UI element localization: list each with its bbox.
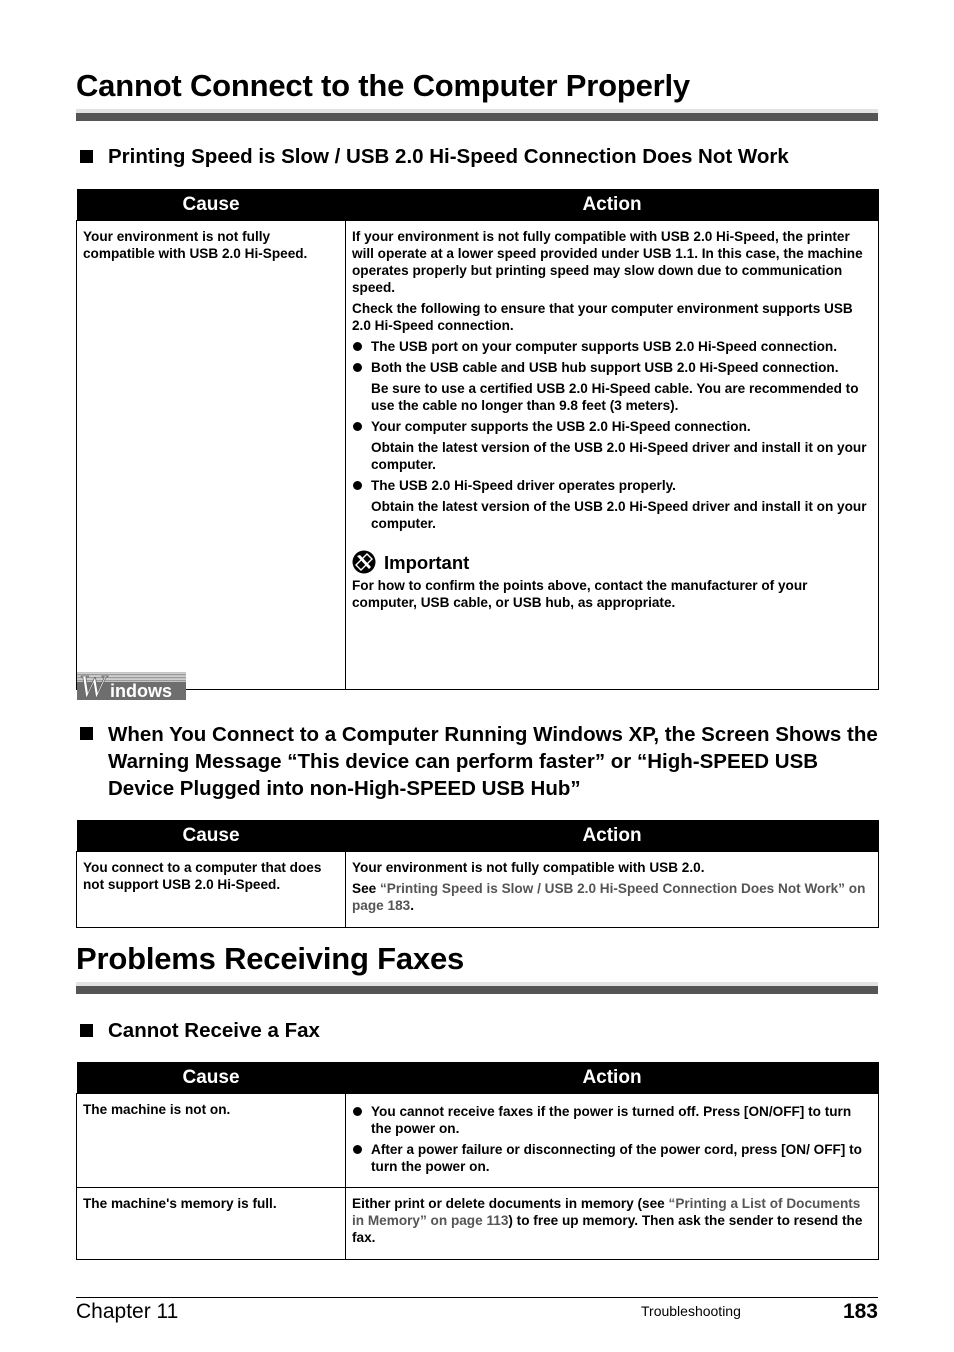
bullet-dot-icon <box>353 422 362 431</box>
bullet-square-icon <box>80 1024 93 1037</box>
checklist-note: Obtain the latest version of the USB 2.0 Hi-Speed driver and install it on your computer. <box>371 499 867 531</box>
checklist-item <box>352 477 872 494</box>
section-title-fax: Problems Receiving Faxes <box>76 941 465 976</box>
action-bullet-text: After a power failure or disconnecting of the power cord, press [ON/ OFF] to turn the power on. <box>371 1142 862 1174</box>
see-suffix: . <box>410 898 414 913</box>
action-cell <box>346 1094 879 1188</box>
cause-text: Your environment is not fully compatible with USB 2.0 Hi-Speed. <box>83 229 308 261</box>
important-pencil-icon <box>352 550 376 574</box>
action-bullet <box>352 1103 872 1137</box>
checklist-item <box>352 359 872 376</box>
col-header-cause: Cause <box>77 1062 346 1094</box>
subsection-title-windows-xp-warning: When You Connect to a Computer Running Windows XP, the Screen Shows the Warning Message “This device can perform faster” or “High-SPEED USB Device Plugged into non-High-SPEED USB Hub” <box>108 723 878 800</box>
bullet-dot-icon <box>353 1107 362 1116</box>
checklist-item-text: The USB 2.0 Hi-Speed driver operates properly. <box>371 478 676 493</box>
bullet-dot-icon <box>353 342 362 351</box>
footer-rule <box>76 1297 878 1298</box>
action-cell <box>346 221 879 690</box>
bullet-square-icon <box>80 727 93 740</box>
cause-text: The machine's memory is full. <box>83 1196 277 1211</box>
action-bullet <box>352 1141 872 1175</box>
checklist-item-text: Both the USB cable and USB hub support USB 2.0 Hi-Speed connection. <box>371 360 839 375</box>
checklist-item-text: The USB port on your computer supports USB 2.0 Hi-Speed connection. <box>371 339 838 354</box>
action-prefix: Either print or delete documents in memory (see <box>352 1196 669 1211</box>
cross-reference-link[interactable]: “Printing Speed is Slow / USB 2.0 Hi-Speed Connection Does Not Work” on page 183 <box>352 881 866 913</box>
col-header-cause: Cause <box>77 820 346 852</box>
subsection-title-cannot-receive-fax: Cannot Receive a Fax <box>108 1019 320 1042</box>
col-header-action: Action <box>346 189 879 221</box>
see-prefix: See <box>352 881 380 896</box>
table-cannot-receive-fax <box>76 1062 879 1260</box>
footer-section: Troubleshooting <box>641 1303 741 1319</box>
bullet-dot-icon <box>353 363 362 372</box>
action-paragraph: Check the following to ensure that your computer environment supports USB 2.0 Hi-Speed connection. <box>352 301 853 333</box>
action-paragraph <box>352 1195 872 1246</box>
footer-page-number: 183 <box>842 1300 878 1323</box>
cause-cell <box>77 221 346 690</box>
cause-cell <box>77 1094 346 1188</box>
cause-text: You connect to a computer that does not support USB 2.0 Hi-Speed. <box>83 860 322 892</box>
action-paragraph: If your environment is not fully compatible with USB 2.0 Hi-Speed, the printer will operate at a lower speed provided under USB 1.1. In this case, the machine operates properly but printing speed may slow down due to communication speed. <box>352 229 863 295</box>
windows-badge-icon <box>77 668 186 700</box>
windows-badge-letter: W <box>79 668 106 700</box>
important-text: For how to confirm the points above, contact the manufacturer of your computer, USB cable, or USB hub, as appropriate. <box>352 578 808 610</box>
action-cell <box>346 852 879 928</box>
col-header-cause: Cause <box>77 189 346 221</box>
action-bullet-text: You cannot receive faxes if the power is turned off. Press [ON/OFF] to turn the power on. <box>371 1104 852 1136</box>
important-callout <box>352 550 872 574</box>
col-header-action: Action <box>346 1062 879 1094</box>
bullet-dot-icon <box>353 481 362 490</box>
section-rule <box>76 109 878 121</box>
checklist-item <box>352 418 872 435</box>
section-title-connect: Cannot Connect to the Computer Properly <box>76 68 690 103</box>
bullet-dot-icon <box>353 1145 362 1154</box>
checklist-item-text: Your computer supports the USB 2.0 Hi-Speed connection. <box>371 419 751 434</box>
action-paragraph <box>352 880 872 914</box>
cause-cell <box>77 852 346 928</box>
action-suffix: ) to free up memory. Then ask the sender to resend the fax. <box>352 1213 863 1245</box>
action-cell <box>346 1188 879 1260</box>
cause-cell <box>77 1188 346 1260</box>
checklist-item <box>352 338 872 355</box>
checklist-note: Be sure to use a certified USB 2.0 Hi-Speed cable. You are recommended to use the cable no longer than 9.8 feet (3 meters). <box>371 381 859 413</box>
footer-chapter: Chapter 11 <box>76 1300 179 1323</box>
col-header-action: Action <box>346 820 879 852</box>
subsection-title-printing-speed: Printing Speed is Slow / USB 2.0 Hi-Speed Connection Does Not Work <box>108 145 789 168</box>
action-paragraph: Your environment is not fully compatible with USB 2.0. <box>352 860 705 875</box>
cause-text: The machine is not on. <box>83 1102 231 1117</box>
checklist-note: Obtain the latest version of the USB 2.0 Hi-Speed driver and install it on your computer. <box>371 440 867 472</box>
bullet-square-icon <box>80 150 93 163</box>
section-rule <box>76 982 878 994</box>
cross-reference-link[interactable]: “Printing a List of Documents in Memory” on page 113 <box>352 1196 861 1228</box>
important-title: Important <box>384 551 470 573</box>
windows-badge-text: indows <box>110 681 172 700</box>
table-windows-xp-warning <box>76 820 879 928</box>
table-printing-speed <box>76 189 879 690</box>
